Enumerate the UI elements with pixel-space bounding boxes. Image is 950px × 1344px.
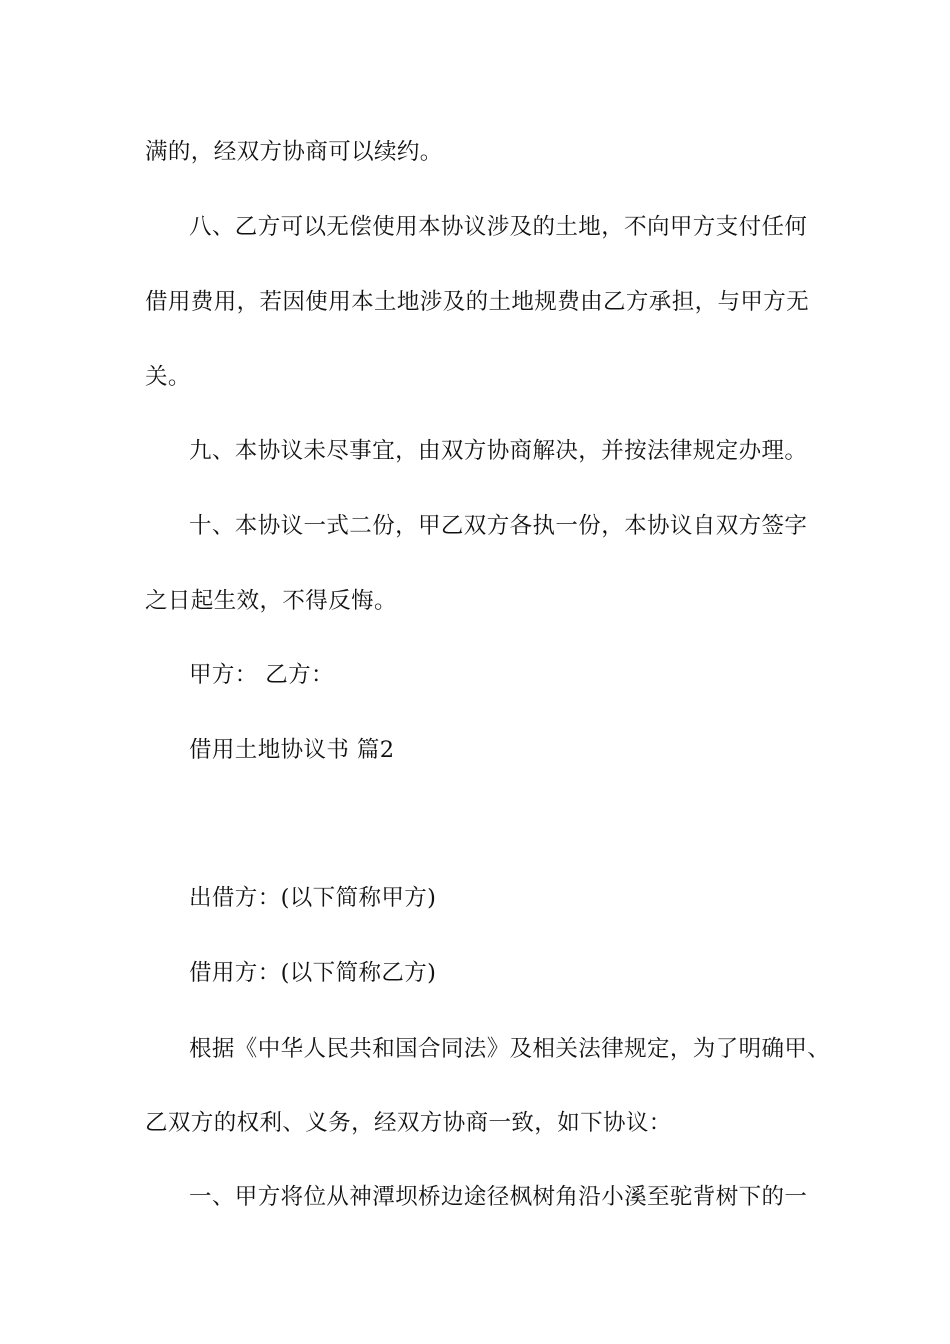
- clause-8-line-1: 八、乙方可以无偿使用本协议涉及的土地，不向甲方支付任何: [189, 214, 808, 240]
- text-line: 满的，经双方协商可以续约。: [145, 139, 443, 165]
- section-title: 借用土地协议书 篇2: [189, 737, 395, 763]
- clause-1-line-1: 一、甲方将位从神潭坝桥边途径枫树角沿小溪至驼背树下的一: [189, 1184, 808, 1210]
- preamble-line-2: 乙双方的权利、义务，经双方协商一致，如下协议：: [145, 1110, 672, 1136]
- clause-8-line-3: 关。: [145, 364, 191, 390]
- borrower-line: 借用方：(以下简称乙方): [189, 960, 437, 986]
- signature-line: 甲方： 乙方：: [189, 662, 334, 688]
- clause-9-line: 九、本协议未尽事宜，由双方协商解决，并按法律规定办理。: [189, 438, 808, 464]
- lender-line: 出借方：(以下简称甲方): [189, 885, 437, 911]
- clause-10-line-2: 之日起生效，不得反悔。: [145, 588, 397, 614]
- preamble-line-1: 根据《中华人民共和国合同法》及相关法律规定，为了明确甲、: [189, 1036, 831, 1062]
- clause-10-line-1: 十、本协议一式二份，甲乙双方各执一份，本协议自双方签字: [189, 513, 808, 539]
- clause-8-line-2: 借用费用，若因使用本土地涉及的土地规费由乙方承担，与甲方无: [145, 289, 810, 315]
